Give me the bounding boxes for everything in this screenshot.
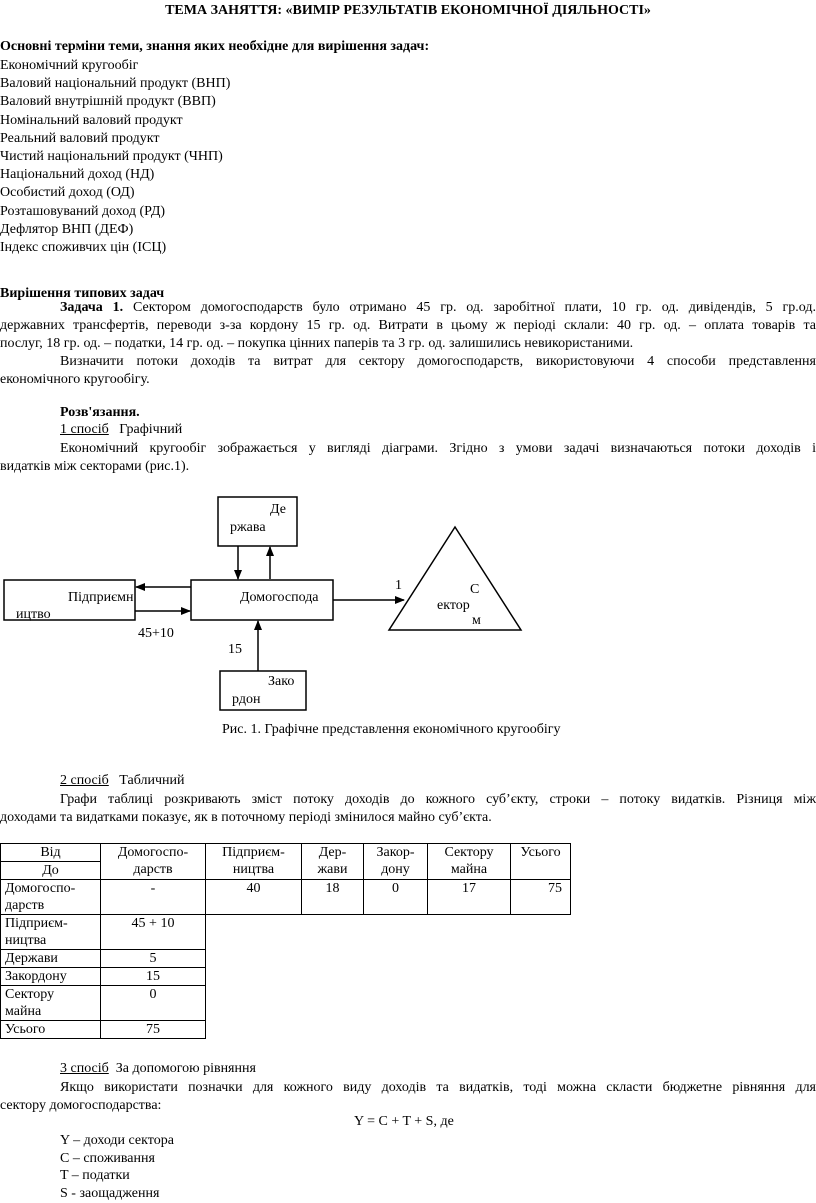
- definition-item: S - заощадження: [60, 1185, 160, 1201]
- table-col-header: Сектору майна: [428, 844, 511, 880]
- table-cell: 40: [206, 880, 302, 915]
- definition-item: Y – доходи сектора: [60, 1133, 174, 1148]
- table-header-row: [1, 844, 571, 880]
- method3-paragraph: [0, 1079, 816, 1115]
- method2-line: Графи таблиці розкривають зміст потоку доходів до кожного суб’єкту, строки – потоку видатків. Різниця між: [60, 792, 816, 807]
- abroad-label: Зако: [268, 674, 295, 689]
- task-line: послуг, 18 гр. од. – податки, 14 гр. од. – покупка цінних паперів та 3 гр. од. залишились невикористаними.: [0, 336, 634, 351]
- table-cell: 75: [511, 880, 571, 915]
- solution-heading: Розв'язання.: [60, 405, 140, 420]
- term-item: Валовий внутрішній продукт (ВВП): [0, 94, 216, 110]
- table-col-header: Дер- жави: [302, 844, 364, 880]
- table-cell: 15: [101, 968, 206, 986]
- table-cell: 75: [101, 1021, 206, 1039]
- table-row-label: Держави: [1, 950, 101, 968]
- method3-line: сектору домогосподарства:: [0, 1098, 162, 1113]
- terms-heading: Основні терміни теми, знання яких необхідне для вирішення задач:: [0, 39, 430, 54]
- method1-title: [60, 422, 182, 438]
- method2-line: доходами та видатками показує, як в поточному періоді змінилося майно суб’єкта.: [0, 810, 492, 825]
- abroad-label: рдон: [232, 692, 261, 707]
- method3-label: 3 спосіб: [60, 1061, 109, 1076]
- flows-table: [0, 843, 571, 1039]
- table-row-label: Підприєм- ництва: [1, 915, 101, 950]
- firms-label: ицтво: [16, 607, 51, 622]
- table-cell: 0: [101, 986, 206, 1021]
- term-item: Розташовуваний доход (РД): [0, 203, 166, 219]
- definition-item: C – споживання: [60, 1150, 155, 1166]
- method2-title: [60, 773, 184, 789]
- figure-caption: Рис. 1. Графічне представлення економічного кругообігу: [222, 722, 561, 737]
- flow-label-abroad: 15: [228, 642, 242, 657]
- term-item: Чистий національний продукт (ЧНП): [0, 149, 223, 165]
- budget-equation: Y = C + T + S, де: [354, 1114, 454, 1129]
- table-col-header: Усього: [511, 844, 571, 880]
- task-line: Сектором домогосподарств було отримано 45 гр. од. заробітної плати, 10 гр. од. дивідендів, 5 гр.од.: [133, 300, 816, 315]
- method2-label: 2 спосіб: [60, 773, 109, 788]
- method2-name: Табличний: [119, 773, 185, 788]
- table-row: [1, 1021, 571, 1039]
- table-row-label: Сектору майна: [1, 986, 101, 1021]
- method3-title: [60, 1061, 256, 1077]
- government-label: ржава: [230, 520, 266, 535]
- definition-item: T – податки: [60, 1168, 130, 1183]
- table-col-header: Закор- дону: [364, 844, 428, 880]
- term-item: Реальний валовий продукт: [0, 130, 160, 146]
- table-row: [1, 880, 571, 915]
- table-row-label: Домогоспо- дарств: [1, 880, 101, 915]
- government-label: Де: [270, 502, 286, 517]
- term-item: Дефлятор ВНП (ДЕФ): [0, 221, 134, 237]
- table-cell: 5: [101, 950, 206, 968]
- method1-paragraph: [0, 440, 816, 476]
- table-cell: 18: [302, 880, 364, 915]
- table-row: [1, 950, 571, 968]
- equation-definitions: [60, 1132, 174, 1202]
- question-line: економічного кругообігу.: [0, 372, 150, 387]
- method3-name: За допомогою рівняння: [115, 1061, 256, 1076]
- table-corner: Від До: [1, 844, 101, 880]
- task-question: [0, 353, 816, 389]
- method1-name: Графічний: [119, 422, 183, 437]
- table-row-label: Закордону: [1, 968, 101, 986]
- term-item: Індекс споживчих цін (ІСЦ): [0, 240, 167, 256]
- term-item: Валовий національний продукт (ВНП): [0, 76, 231, 92]
- household-label: Домогоспода: [240, 590, 319, 605]
- sector-label: м: [472, 613, 481, 628]
- term-item: Номінальний валовий продукт: [0, 112, 183, 128]
- solve-heading: Вирішення типових задач: [0, 286, 165, 301]
- method3-line: Якщо використати позначки для кожного виду доходів та видатків, тоді можна скласти бюджетне рівняння для: [60, 1080, 816, 1095]
- firms-label: Підприємн: [68, 590, 134, 605]
- term-item: Особистий доход (ОД): [0, 185, 135, 201]
- table-row: [1, 968, 571, 986]
- flow-label-sector: 1: [395, 578, 402, 593]
- table-cell: 45 + 10: [101, 915, 206, 950]
- table-cell: 0: [364, 880, 428, 915]
- flow-label-firms: 45+10: [138, 626, 174, 641]
- sector-label: С: [470, 582, 480, 597]
- property-sector-triangle: [389, 527, 521, 630]
- method1-line: видатків між секторами (рис.1).: [0, 459, 190, 474]
- sector-label: ектор: [437, 598, 470, 613]
- table-col-header: Домогоспо- дарств: [101, 844, 206, 880]
- term-item: Національний доход (НД): [0, 167, 155, 183]
- table-cell: -: [101, 880, 206, 915]
- task-label: Задача 1.: [60, 300, 124, 315]
- page-title: ТЕМА ЗАНЯТТЯ: «ВИМІР РЕЗУЛЬТАТІВ ЕКОНОМІЧНОЇ ДІЯЛЬНОСТІ»: [165, 3, 651, 18]
- table-row-label: Усього: [1, 1021, 101, 1039]
- table-row: [1, 915, 571, 950]
- method1-line: Економічний кругообіг зображається у вигляді діаграми. Згідно з умови задачі визначаються потоки доходів і: [60, 441, 816, 456]
- table-cell: 17: [428, 880, 511, 915]
- task-line: державних трансфертів, переводи з-за кордону 15 гр. од. Витрати в цьому ж періоді склали: 40 гр. од. – оплата товарів та: [0, 318, 816, 333]
- method2-paragraph: [0, 791, 816, 827]
- question-line: Визначити потоки доходів та витрат для сектору домогосподарств, використовуючи 4 способи представлення: [60, 354, 816, 369]
- method1-label: 1 спосіб: [60, 422, 109, 437]
- table-row: [1, 986, 571, 1021]
- table-col-header: Підприєм- ництва: [206, 844, 302, 880]
- term-item: Економічний кругообіг: [0, 58, 139, 73]
- terms-list: [0, 57, 230, 257]
- task-paragraph: [0, 299, 816, 353]
